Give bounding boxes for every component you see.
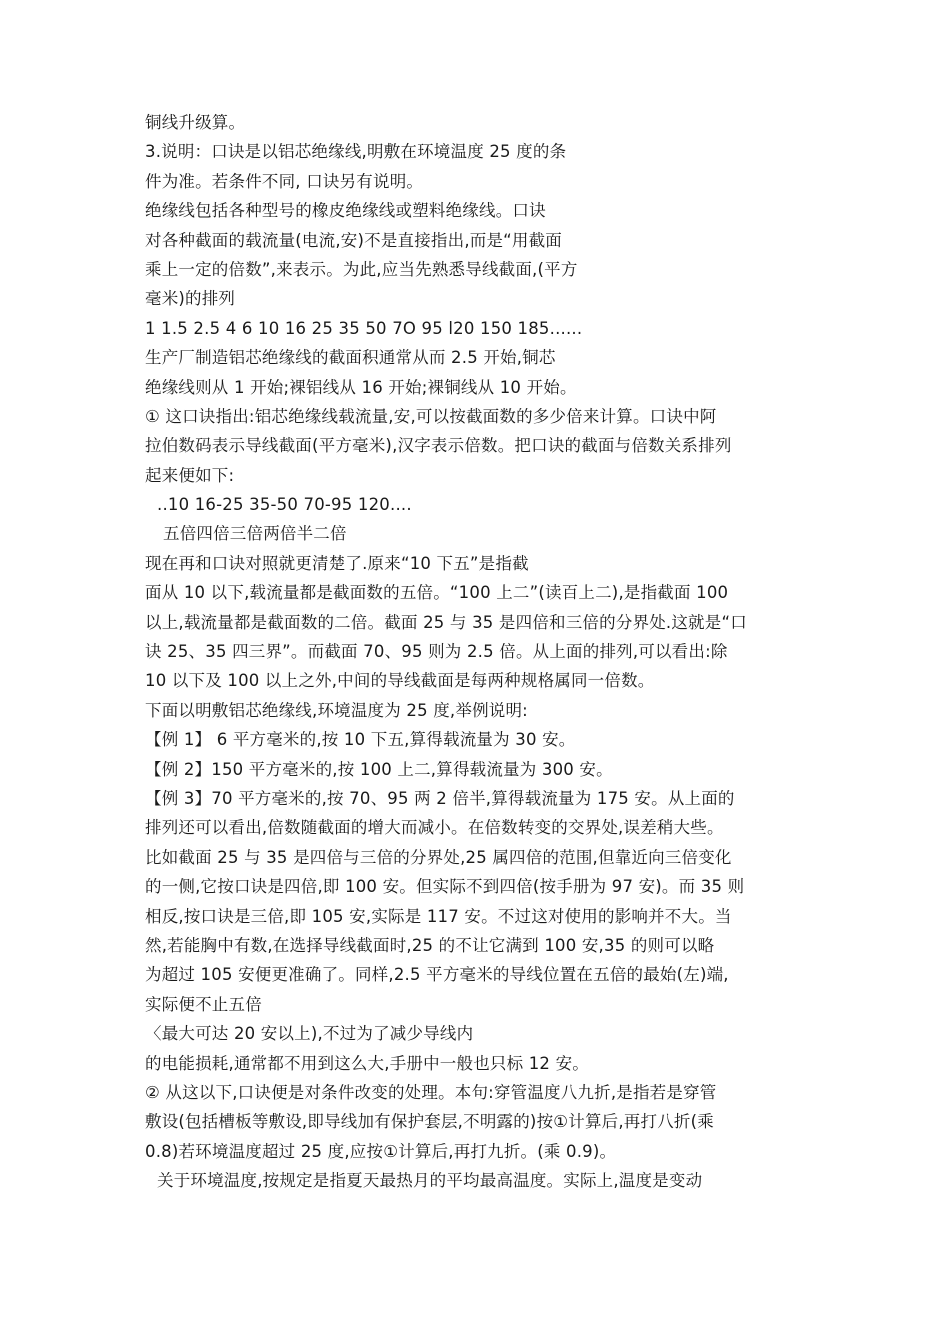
text-line: 相反,按口诀是三倍,即 105 安,实际是 117 安。不过这对使用的影响并不大。当 bbox=[145, 906, 732, 926]
text-line: 对各种截面的载流量(电流,安)不是直接指出,而是“用截面 bbox=[145, 230, 563, 250]
text-line: 10 以下及 100 以上之外,中间的导线截面是每两种规格属同一倍数。 bbox=[145, 671, 655, 691]
text-line: 拉伯数码表示导线截面(平方毫米),汉字表示倍数。把口诀的截面与倍数关系排列 bbox=[145, 436, 732, 456]
document-page bbox=[145, 108, 835, 1195]
example-3: 【例 3】70 平方毫米的,按 70、95 两 2 倍半,算得载流量为 175 安。从上面的 bbox=[145, 788, 735, 808]
text-line: 排列还可以看出,倍数随截面的增大而减小。在倍数转变的交界处,误差稍大些。 bbox=[145, 818, 724, 838]
text-line: ② 从这以下,口诀便是对条件改变的处理。本句:穿管温度八九折,是指若是穿管 bbox=[145, 1082, 717, 1102]
text-line: 的一侧,它按口诀是四倍,即 100 安。但实际不到四倍(按手册为 97 安)。而 35 则 bbox=[145, 877, 745, 897]
text-line: 关于环境温度,按规定是指夏天最热月的平均最高温度。实际上,温度是变动 bbox=[157, 1171, 703, 1191]
cross-section-sequence: 1 1.5 2.5 4 6 10 16 25 35 50 7O 95 l20 150 185...... bbox=[145, 318, 583, 338]
section-multiplier-sequence: ..10 16-25 35-50 70-95 120.... bbox=[157, 495, 412, 515]
text-line: 毫米)的排列 bbox=[145, 289, 236, 309]
text-line: 生产厂制造铝芯绝缘线的截面积通常从而 2.5 开始,铜芯 bbox=[145, 348, 556, 368]
text-line: 为超过 105 安便更准确了。同样,2.5 平方毫米的导线位置在五倍的最始(左)端, bbox=[145, 965, 729, 985]
text-line: ① 这口诀指出:铝芯绝缘线载流量,安,可以按截面数的多少倍来计算。口诀中阿 bbox=[145, 406, 717, 426]
text-line: 〈最大可达 20 安以上),不过为了减少导线内 bbox=[145, 1024, 474, 1044]
text-line: 敷设(包括槽板等敷设,即导线加有保护套层,不明露的)按①计算后,再打八折(乘 bbox=[145, 1112, 714, 1132]
text-line: 0.8)若环境温度超过 25 度,应按①计算后,再打九折。(乘 0.9)。 bbox=[145, 1141, 617, 1161]
text-line: 现在再和口诀对照就更清楚了.原来“10 下五”是指截 bbox=[145, 553, 529, 573]
text-line: 面从 10 以下,载流量都是截面数的五倍。“100 上二”(读百上二),是指截面 100 bbox=[145, 583, 729, 603]
text-line: 铜线升级算。 bbox=[145, 113, 246, 132]
text-line: 3.说明：口诀是以铝芯绝缘线,明敷在环境温度 25 度的条 bbox=[145, 142, 567, 162]
text-line: 绝缘线则从 1 开始;裸铝线从 16 开始;裸铜线从 10 开始。 bbox=[145, 377, 577, 397]
text-line: 绝缘线包括各种型号的橡皮绝缘线或塑料绝缘线。口诀 bbox=[145, 201, 546, 221]
text-line: 下面以明敷铝芯绝缘线,环境温度为 25 度,举例说明: bbox=[145, 700, 528, 720]
text-line: 比如截面 25 与 35 是四倍与三倍的分界处,25 属四倍的范围,但靠近向三倍变化 bbox=[145, 847, 732, 867]
text-line: 诀 25、35 四三界”。而截面 70、95 则为 2.5 倍。从上面的排列,可以看出:除 bbox=[145, 642, 728, 662]
text-line: 然,若能胸中有数,在选择导线截面时,25 的不让它满到 100 安,35 的则可以略 bbox=[145, 935, 715, 955]
text-line: 乘上一定的倍数”,来表示。为此,应当先熟悉导线截面,(平方 bbox=[145, 259, 578, 279]
multiplier-labels: 五倍四倍三倍两倍半二倍 bbox=[163, 524, 347, 544]
example-2: 【例 2】150 平方毫米的,按 100 上二,算得载流量为 300 安。 bbox=[145, 759, 613, 779]
text-line: 起来便如下: bbox=[145, 465, 235, 485]
text-line: 件为准。若条件不同, 口诀另有说明。 bbox=[145, 171, 424, 191]
text-line: 实际便不止五倍 bbox=[145, 994, 262, 1014]
example-1: 【例 1】 6 平方毫米的,按 10 下五,算得载流量为 30 安。 bbox=[145, 730, 576, 750]
text-line: 的电能损耗,通常都不用到这么大,手册中一般也只标 12 安。 bbox=[145, 1053, 589, 1073]
text-line: 以上,载流量都是截面数的二倍。截面 25 与 35 是四倍和三倍的分界处.这就是“口 bbox=[145, 612, 747, 632]
